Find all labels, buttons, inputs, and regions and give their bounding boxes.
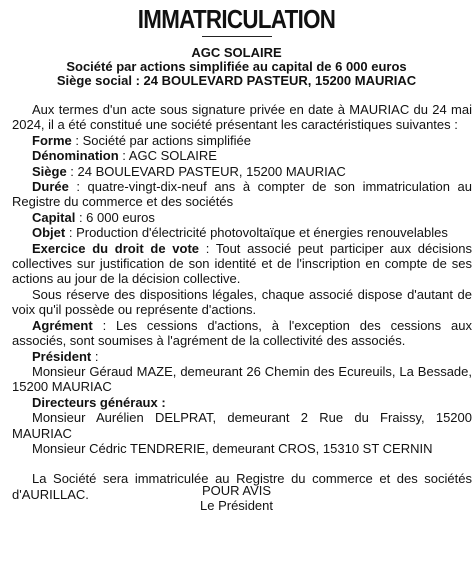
siege-value: : 24 BOULEVARD PASTEUR, 15200 MAURIAC [66, 163, 346, 179]
agrement-value: : Les cessions d'actions, à l'exception des cessions aux associés, sont soumises à l'agrément de la collectivité des associés. [12, 317, 472, 349]
directeurs-heading [12, 395, 472, 410]
vote-value: : Tout associé peut participer aux décisions collectives sur justification de son identité et de l'inscription en compte de ses actions au jour de la décision collective. [12, 240, 473, 287]
reserve-paragraph: Sous réserve des dispositions légales, chaque associé dispose d'autant de voix qu'il possède ou représente d'actions. [12, 286, 472, 318]
siege-line [12, 164, 472, 179]
signoff-block [0, 483, 473, 514]
siege-label: Siège [32, 163, 67, 179]
directeurs-label: Directeurs généraux : [32, 394, 166, 410]
objet-line [12, 225, 472, 240]
signoff-pour-avis: POUR AVIS [201, 483, 272, 498]
duree-label: Durée [32, 179, 69, 195]
objet-label: Objet [32, 225, 66, 241]
denomination-value: : AGC SOLAIRE [118, 148, 217, 164]
president-colon: : [91, 348, 99, 364]
denomination-line [12, 148, 472, 163]
registered-office: Siège social : 24 BOULEVARD PASTEUR, 15200 MAURIAC [56, 73, 417, 88]
directeur-2: Monsieur Cédric TENDRERIE, demeurant CROS, 15310 ST CERNIN [32, 440, 433, 456]
president-person: Monsieur Géraud MAZE, demeurant 26 Chemin des Ecureuils, La Bessade, 15200 MAURIAC [12, 363, 472, 395]
spacer [12, 456, 472, 471]
capital-line [12, 210, 472, 225]
directeur-1: Monsieur Aurélien DELPRAT, demeurant 2 Rue du Fraissy, 15200 MAURIAC [12, 410, 472, 441]
signoff-signatory: Le Président [200, 498, 273, 514]
president-heading [12, 349, 472, 364]
denomination-label: Dénomination [32, 148, 119, 164]
capital-value: : 6 000 euros [75, 209, 155, 225]
objet-value: : Production d'électricité photovoltaïque et énergies renouvelables [65, 225, 448, 241]
vote-label: Exercice du droit de vote [32, 240, 200, 256]
president-label: Président [32, 348, 92, 364]
title-underline [202, 36, 272, 37]
closing-paragraph: La Société sera immatriculée au Registre du commerce et des sociétés d'AURILLAC. [12, 471, 472, 502]
capital-label: Capital [32, 209, 76, 225]
forme-line [12, 133, 472, 148]
company-name: AGC SOLAIRE [191, 45, 282, 60]
notice-body [12, 102, 472, 502]
company-type-capital: Société par actions simplifiée au capital de 6 000 euros [66, 59, 407, 74]
agrement-paragraph [12, 318, 472, 349]
vote-paragraph [12, 241, 472, 287]
intro-paragraph: Aux termes d'un acte sous signature privée en date à MAURIAC du 24 mai 2024, il a été constitué une société présentant les caractéristiques suivantes : [12, 102, 472, 133]
duree-line [12, 179, 472, 210]
notice-title: IMMATRICULATION [137, 4, 336, 34]
forme-label: Forme [32, 132, 72, 148]
agrement-label: Agrément [32, 317, 93, 333]
forme-value: : Société par actions simplifiée [71, 132, 251, 148]
duree-value: : quatre-vingt-dix-neuf ans à compter de son immatriculation au Registre du commerce et des sociétés [12, 179, 472, 210]
